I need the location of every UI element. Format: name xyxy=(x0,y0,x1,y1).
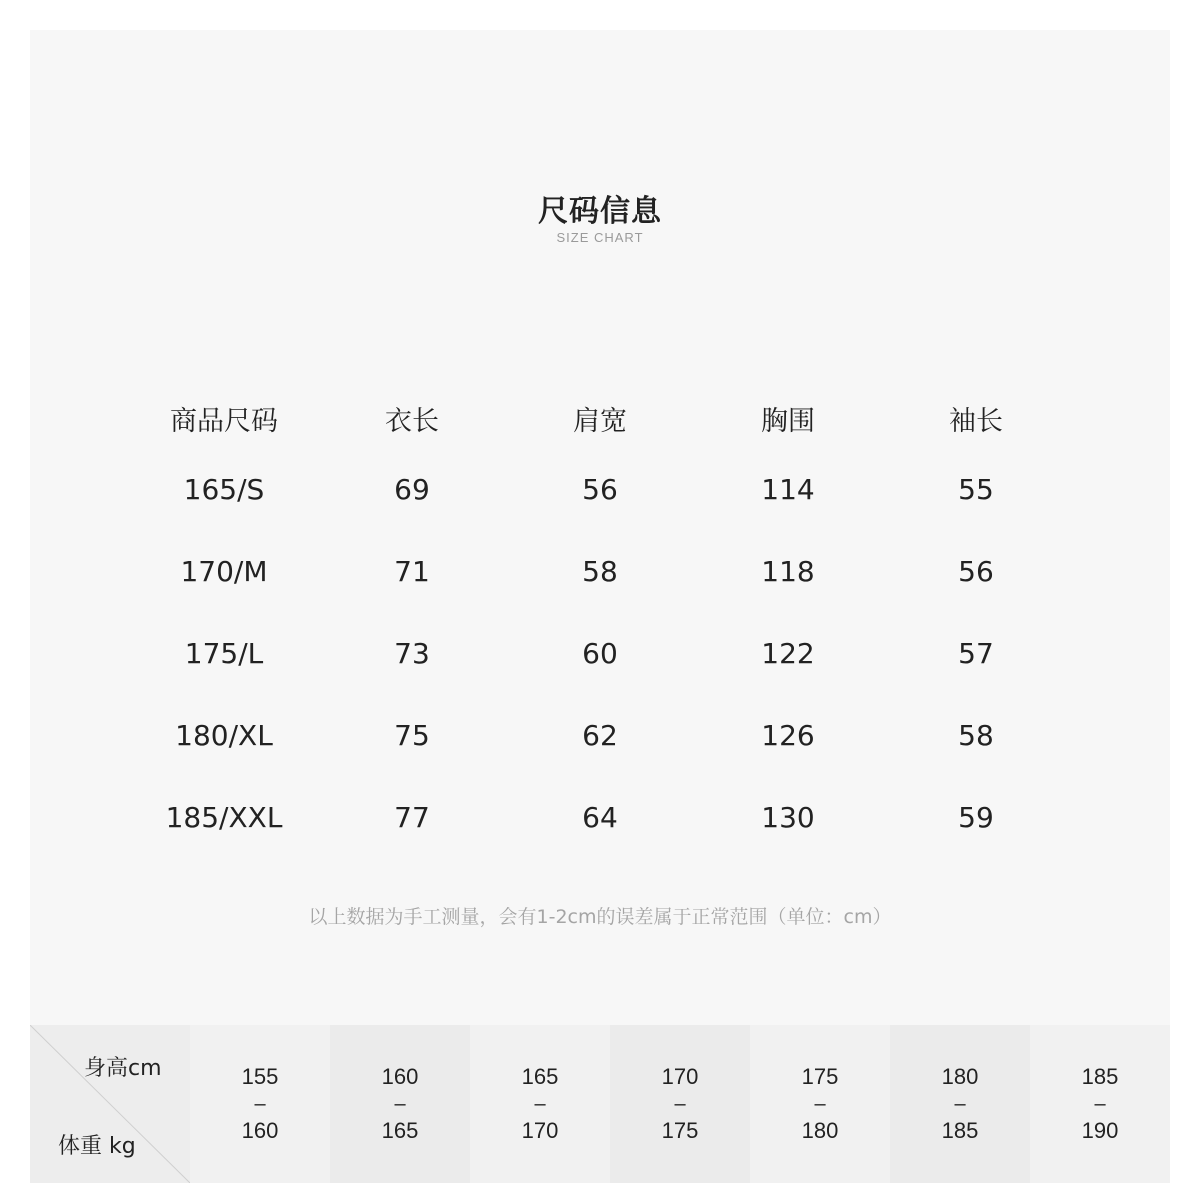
cell-chest: 122 xyxy=(761,636,815,670)
range-separator: – xyxy=(674,1093,686,1115)
cell-shoulder: 56 xyxy=(582,472,618,506)
range-separator: – xyxy=(534,1093,546,1115)
height-label: 身高cm xyxy=(84,1056,162,1081)
weight-value: 160 xyxy=(241,1118,279,1143)
range-separator: – xyxy=(394,1093,406,1115)
cell-chest: 118 xyxy=(761,554,815,588)
table-row xyxy=(130,612,1070,694)
reference-column xyxy=(610,1025,750,1183)
cell-sleeve: 58 xyxy=(958,718,994,752)
height-value: 180 xyxy=(941,1064,979,1089)
reference-column xyxy=(1030,1025,1170,1183)
cell-length: 69 xyxy=(394,472,430,506)
cell-sleeve: 56 xyxy=(958,554,994,588)
cell-shoulder: 64 xyxy=(582,800,618,834)
weight-value: 170 xyxy=(521,1118,559,1143)
weight-value: 165 xyxy=(381,1118,419,1143)
table-row xyxy=(130,694,1070,776)
table-row xyxy=(130,448,1070,530)
weight-value: 190 xyxy=(1081,1118,1119,1143)
header-size: 商品尺码 xyxy=(170,405,278,437)
cell-size: 165/S xyxy=(183,472,265,506)
height-value: 175 xyxy=(801,1064,839,1089)
cell-size: 180/XL xyxy=(175,718,273,752)
reference-column xyxy=(470,1025,610,1183)
header-length: 衣长 xyxy=(385,405,439,437)
cell-size: 170/M xyxy=(180,554,268,588)
size-table xyxy=(130,388,1070,858)
cell-shoulder: 60 xyxy=(582,636,618,670)
table-row xyxy=(130,776,1070,858)
table-row xyxy=(130,530,1070,612)
size-table-header xyxy=(130,388,1070,448)
cell-length: 71 xyxy=(394,554,430,588)
measurement-note: 以上数据为手工测量，会有1-2cm的误差属于正常范围（单位：cm） xyxy=(308,906,892,928)
cell-length: 77 xyxy=(394,800,430,834)
header-chest: 胸围 xyxy=(761,405,815,437)
reference-column xyxy=(330,1025,470,1183)
height-value: 185 xyxy=(1081,1064,1119,1089)
height-value: 160 xyxy=(381,1064,419,1089)
range-separator: – xyxy=(1094,1093,1106,1115)
range-separator: – xyxy=(254,1093,266,1115)
cell-size: 175/L xyxy=(184,636,264,670)
weight-value: 185 xyxy=(941,1118,979,1143)
page-subtitle: SIZE CHART xyxy=(556,230,644,245)
cell-length: 75 xyxy=(394,718,430,752)
range-separator: – xyxy=(814,1093,826,1115)
cell-shoulder: 62 xyxy=(582,718,618,752)
cell-chest: 114 xyxy=(761,472,815,506)
cell-shoulder: 58 xyxy=(582,554,618,588)
page-title: 尺码信息 xyxy=(538,194,662,229)
size-chart-card xyxy=(30,30,1170,1183)
cell-size: 185/XXL xyxy=(165,800,283,834)
range-separator: – xyxy=(954,1093,966,1115)
cell-chest: 130 xyxy=(761,800,815,834)
reference-column xyxy=(890,1025,1030,1183)
cell-chest: 126 xyxy=(761,718,815,752)
cell-sleeve: 59 xyxy=(958,800,994,834)
cell-sleeve: 57 xyxy=(958,636,994,670)
header-sleeve: 袖长 xyxy=(949,405,1003,437)
height-value: 170 xyxy=(661,1064,699,1089)
cell-sleeve: 55 xyxy=(958,472,994,506)
height-value: 165 xyxy=(521,1064,559,1089)
weight-value: 175 xyxy=(661,1118,699,1143)
reference-corner-cell xyxy=(30,1025,190,1183)
header-shoulder: 肩宽 xyxy=(573,405,627,437)
weight-value: 180 xyxy=(801,1118,839,1143)
cell-length: 73 xyxy=(394,636,430,670)
reference-column xyxy=(190,1025,330,1183)
height-value: 155 xyxy=(241,1064,279,1089)
reference-column xyxy=(750,1025,890,1183)
height-weight-reference xyxy=(30,1025,1170,1183)
weight-label: 体重 kg xyxy=(58,1134,136,1159)
